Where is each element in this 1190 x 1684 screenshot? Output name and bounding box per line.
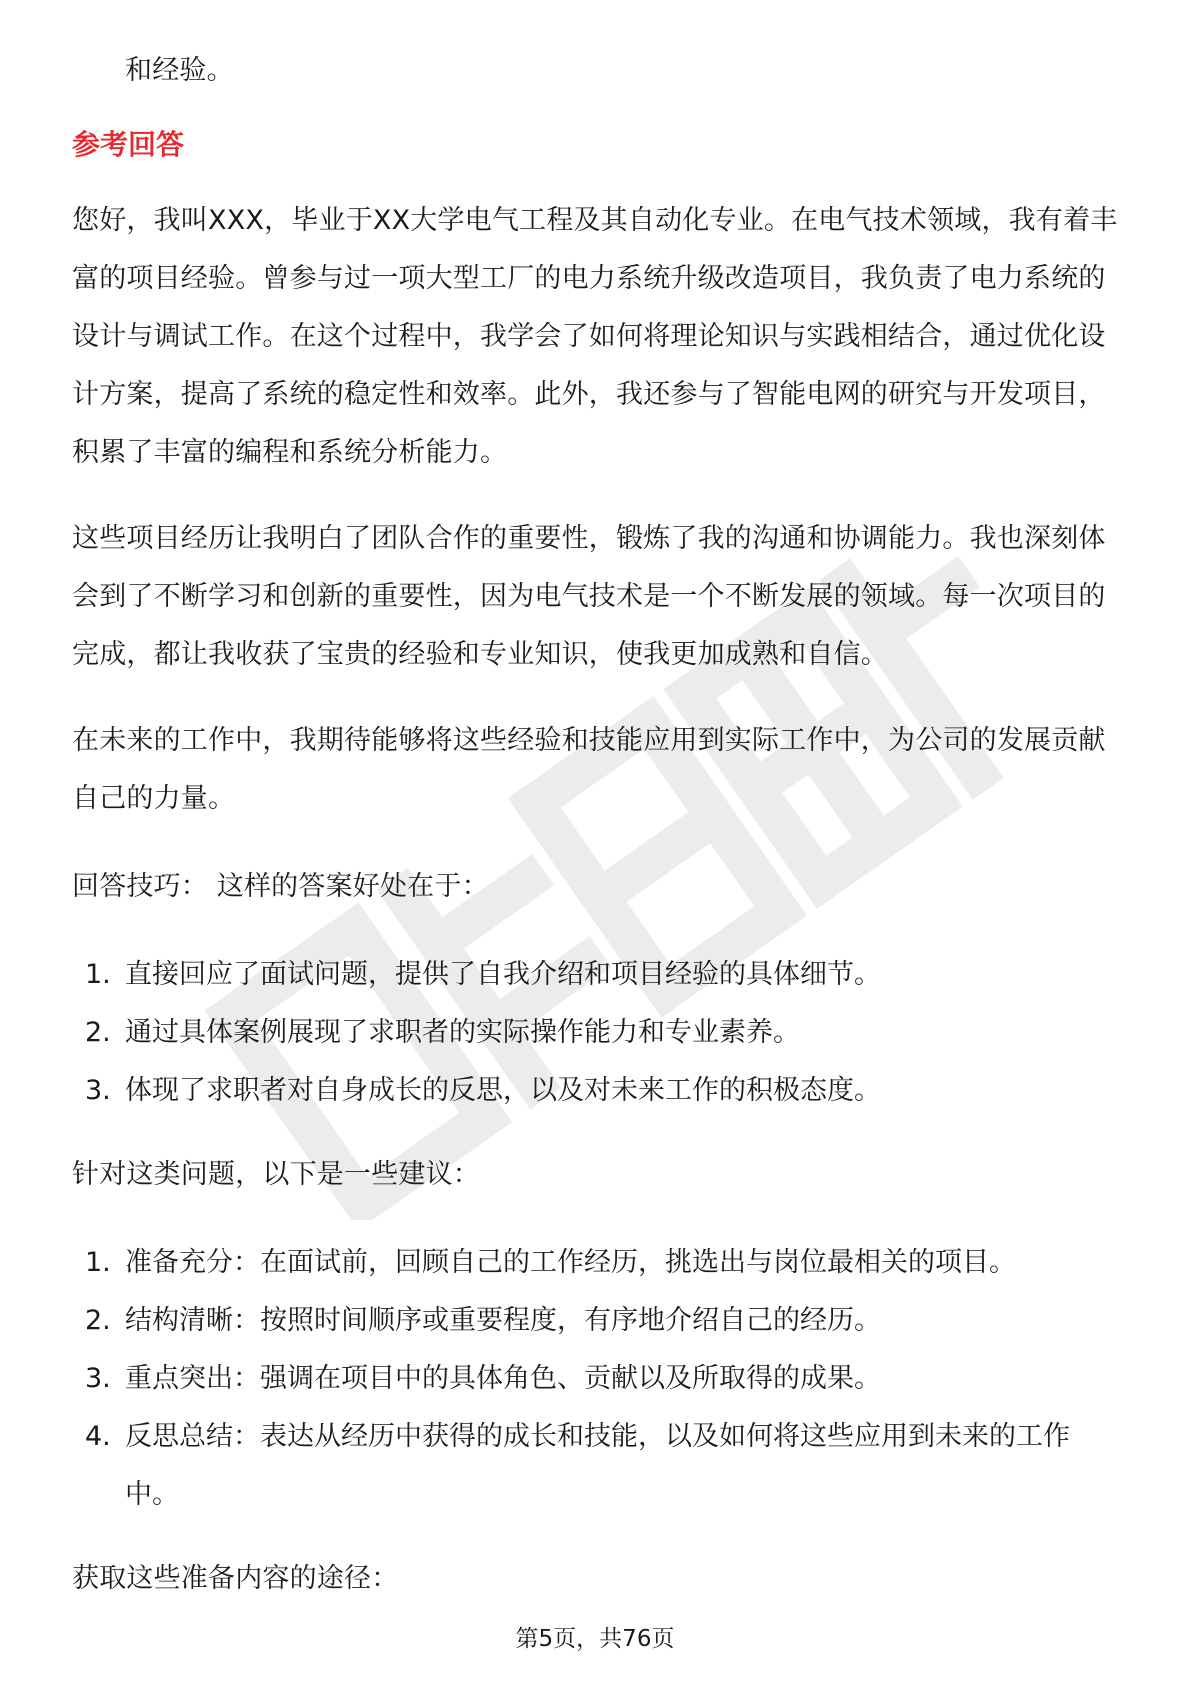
list-number: 4. [85,1421,111,1452]
page-number-footer: 第5页，共76页 [515,1626,675,1652]
list-text: 通过具体案例展现了求职者的实际操作能力和专业素养。 [125,1017,800,1048]
answer-paragraph-3: 在未来的工作中，我期待能够将这些经验和技能应用到实际工作中，为公司的发展贡献自己的力量。 [72,725,1106,814]
answer-paragraph-2: 这些项目经历让我明白了团队合作的重要性，锻炼了我的沟通和协调能力。我也深刻体会到了不断学习和创新的重要性，因为电气技术是一个不断发展的领域。每一次项目的完成，都让我收获了宝贵的经验和专业知识，使我更加成熟和自信。 [72,523,1106,670]
answer-paragraph-1: 您好，我叫XXX，毕业于XX大学电气工程及其自动化专业。在电气技术领域，我有着丰富的项目经验。曾参与过一项大型工厂的电力系统升级改造项目，我负责了电力系统的设计与调试工作。在这个过程中，我学会了如何将理论知识与实践相结合，通过优化设计方案，提高了系统的稳定性和效率。此外，我还参与了智能电网的研究与开发项目，积累了丰富的编程和系统分析能力。 [72,205,1118,468]
list-number: 3. [85,1363,111,1394]
list-number: 3. [85,1075,111,1106]
list-item [72,1350,1122,1408]
list-number: 1. [85,959,111,990]
list-item [72,1292,1122,1350]
list-number: 1. [85,1247,111,1278]
list-text: 结构清晰：按照时间顺序或重要程度，有序地介绍自己的经历。 [125,1305,881,1336]
advice-intro: 针对这类问题，以下是一些建议： [72,1159,480,1190]
list-number: 2. [85,1305,111,1336]
list-item [72,946,1122,1004]
tips-intro: 回答技巧： 这样的答案好处在于： [72,871,489,902]
reference-heading: 参考回答 [72,128,185,161]
sources-intro: 获取这些准备内容的途径： [72,1563,399,1594]
list-text: 准备充分：在面试前，回顾自己的工作经历，挑选出与岗位最相关的项目。 [125,1247,1016,1278]
list-text: 重点突出：强调在项目中的具体角色、贡献以及所取得的成果。 [125,1363,881,1394]
list-item [72,1408,1122,1524]
list-item [72,1234,1122,1292]
advice-list [72,1234,1122,1524]
list-number: 2. [85,1017,111,1048]
list-item [72,1062,1122,1120]
continuation-text: 和经验。 [125,55,234,86]
list-item [72,1004,1122,1062]
tips-list [72,946,1122,1120]
list-text: 体现了求职者对自身成长的反思，以及对未来工作的积极态度。 [125,1075,881,1106]
list-text: 反思总结：表达从经历中获得的成长和技能，以及如何将这些应用到未来的工作中。 [125,1421,1070,1510]
list-text: 直接回应了面试问题，提供了自我介绍和项目经验的具体细节。 [125,959,881,990]
